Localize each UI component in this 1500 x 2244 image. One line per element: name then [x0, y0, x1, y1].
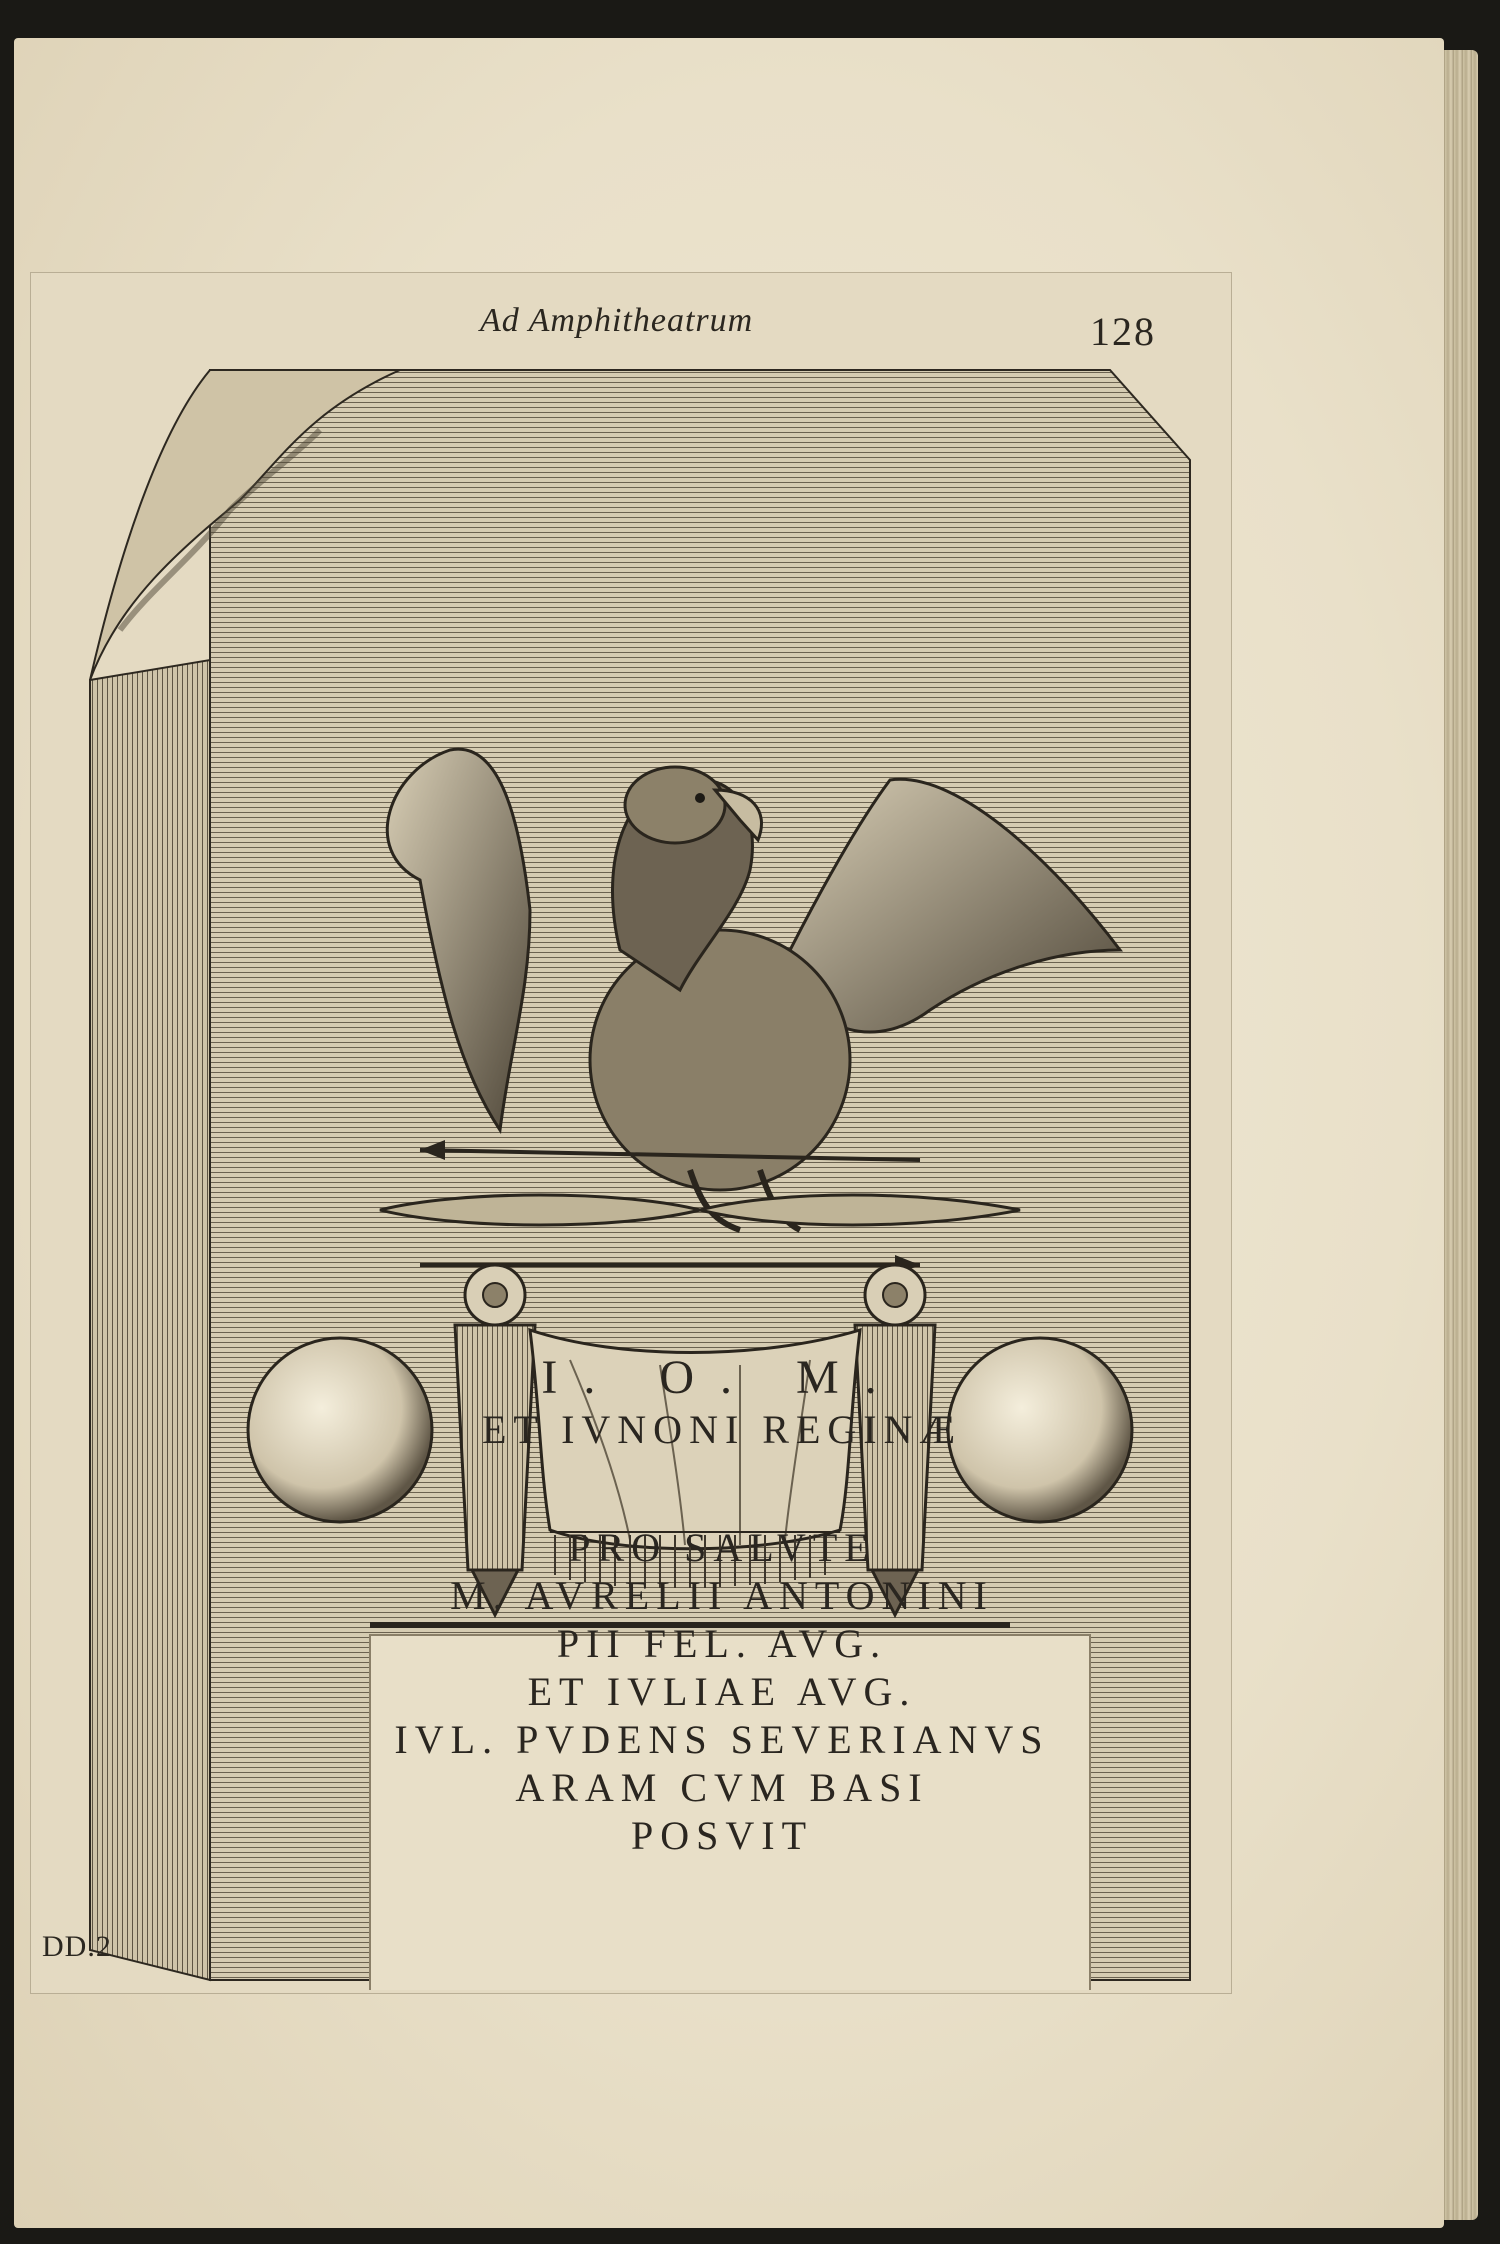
inscription-text — [372, 1350, 1072, 1860]
inscription-line: PII FEL. AVG. — [556, 1621, 888, 1666]
inscription-line: IVL. PVDENS SEVERIANVS — [394, 1717, 1050, 1762]
inscription-line: ET IVLIAE AVG. — [527, 1669, 917, 1714]
altar-side-face — [90, 660, 210, 1980]
inscription-dedication: ET IVNONI REGINÆ — [481, 1407, 963, 1452]
page-number: 128 — [1090, 309, 1156, 354]
inscription-line: PRO SALVTE — [568, 1525, 876, 1570]
running-head: Ad Amphitheatrum — [480, 302, 754, 339]
inscription-line: POSVIT — [630, 1813, 814, 1858]
inscription-line: M. AVRELII ANTONINI — [450, 1573, 994, 1618]
inscription-line: ARAM CVM BASI — [515, 1765, 929, 1810]
signature-mark: DD.2 — [42, 1930, 112, 1963]
inscription-title: I. O. M. — [541, 1351, 903, 1404]
